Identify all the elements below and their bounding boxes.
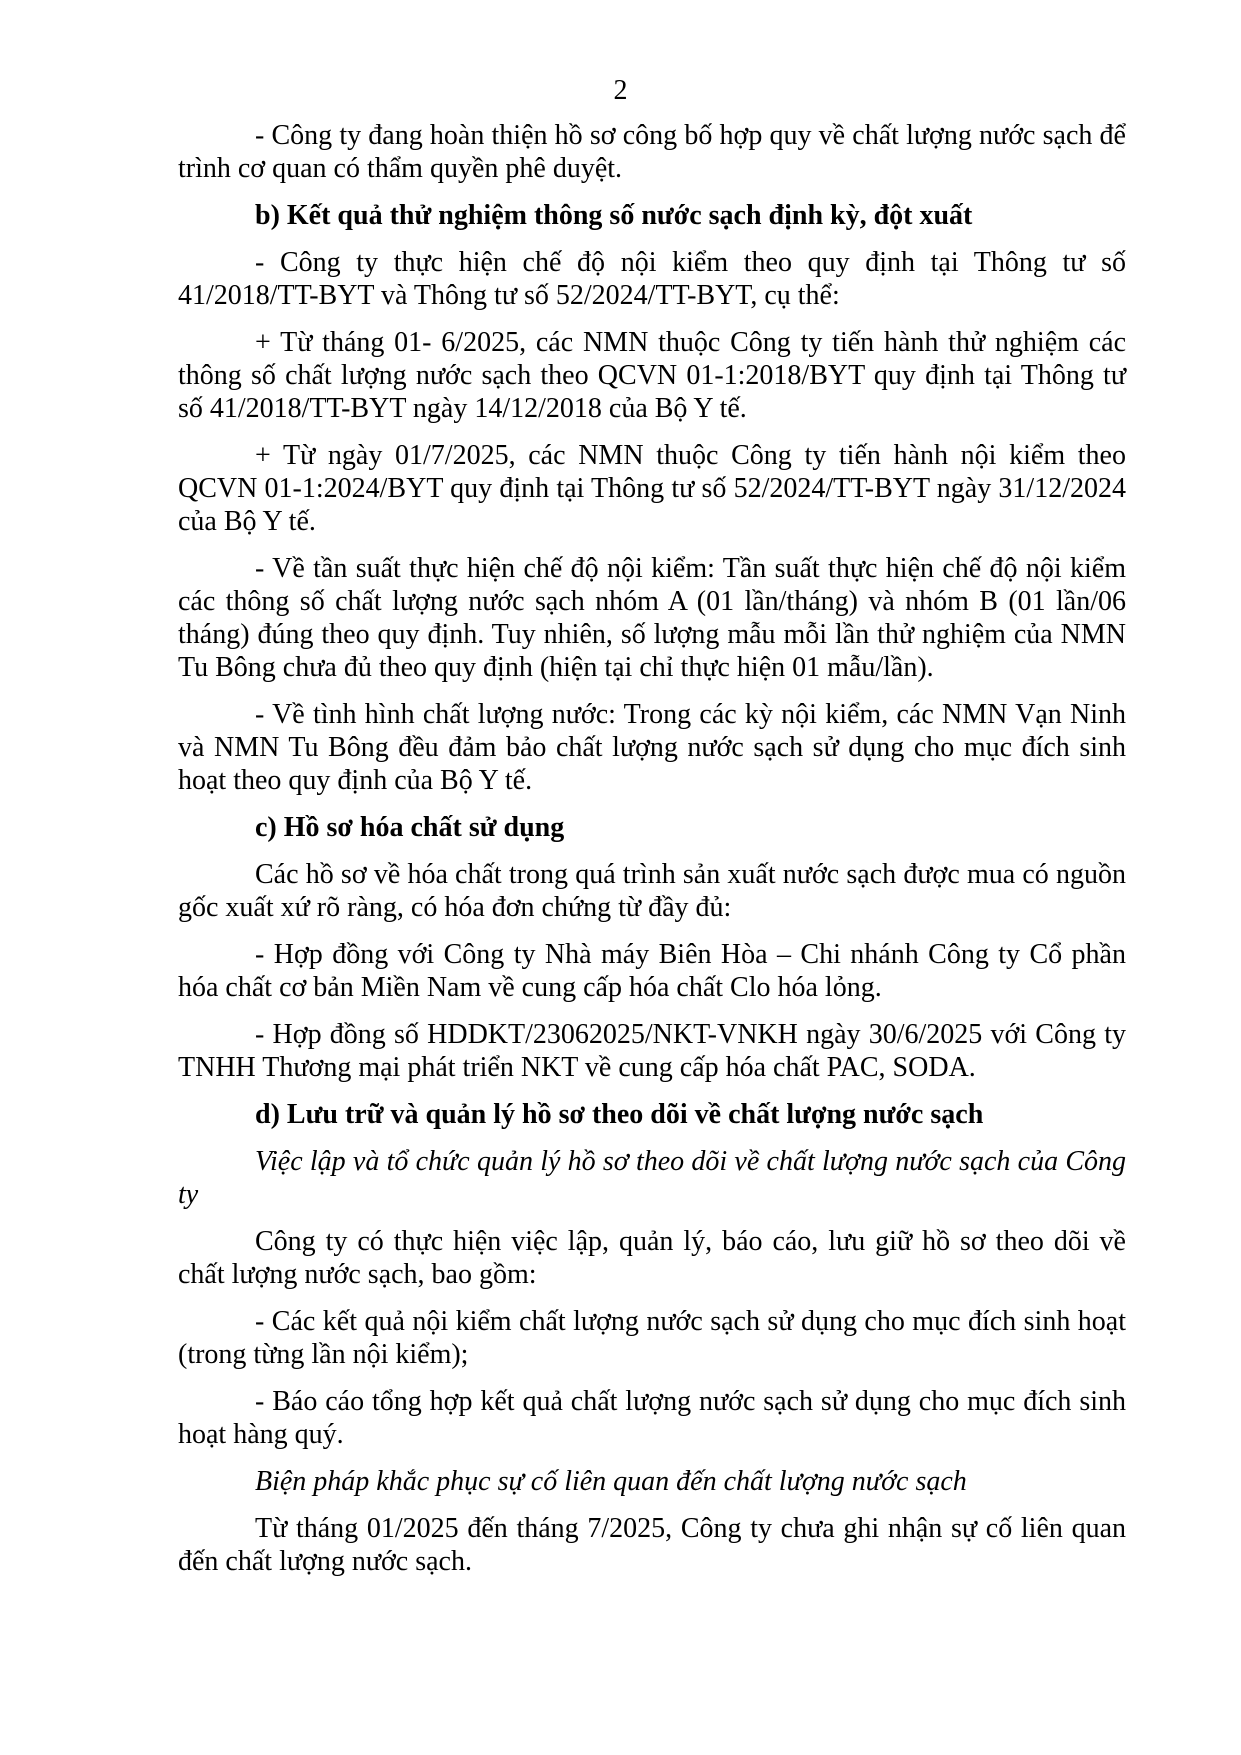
body-paragraph: - Công ty thực hiện chế độ nội kiểm theo quy định tại Thông tư số 41/2018/TT-BYT và Thông tư số 52/2024/TT-BYT, cụ thể: [178,247,1126,311]
body-paragraph: - Hợp đồng với Công ty Nhà máy Biên Hòa – Chi nhánh Công ty Cổ phần hóa chất cơ bản Miền Nam về cung cấp hóa chất Clo hóa lỏng. [178,939,1126,1003]
section-heading: b) Kết quả thử nghiệm thông số nước sạch định kỳ, đột xuất [255,200,973,231]
body-paragraph: - Về tình hình chất lượng nước: Trong các kỳ nội kiểm, các NMN Vạn Ninh và NMN Tu Bông đều đảm bảo chất lượng nước sạch sử dụng cho mục đích sinh hoạt theo quy định của Bộ Y tế. [178,699,1126,796]
section-heading: d) Lưu trữ và quản lý hồ sơ theo dõi về chất lượng nước sạch [255,1099,984,1130]
body-paragraph: - Báo cáo tổng hợp kết quả chất lượng nước sạch sử dụng cho mục đích sinh hoạt hàng quý. [178,1386,1126,1450]
body-paragraph: - Các kết quả nội kiểm chất lượng nước sạch sử dụng cho mục đích sinh hoạt (trong từng lần nội kiểm); [178,1306,1126,1370]
document-body [178,119,1126,1592]
body-paragraph: Công ty có thực hiện việc lập, quản lý, báo cáo, lưu giữ hồ sơ theo dõi về chất lượng nước sạch, bao gồm: [178,1226,1126,1290]
page-number: 2 [613,75,628,106]
subsection-heading: Việc lập và tổ chức quản lý hồ sơ theo dõi về chất lượng nước sạch của Công ty [178,1146,1126,1210]
subsection-heading: Biện pháp khắc phục sự cố liên quan đến chất lượng nước sạch [255,1466,967,1497]
body-paragraph: + Từ tháng 01- 6/2025, các NMN thuộc Công ty tiến hành thử nghiệm các thông số chất lượng nước sạch theo QCVN 01-1:2018/BYT quy định tại Thông tư số 41/2018/TT-BYT ngày 14/12/2018 của Bộ Y tế. [178,327,1126,424]
body-paragraph: + Từ ngày 01/7/2025, các NMN thuộc Công ty tiến hành nội kiểm theo QCVN 01-1:2024/BYT quy định tại Thông tư số 52/2024/TT-BYT ngày 31/12/2024 của Bộ Y tế. [178,440,1126,537]
body-paragraph: - Công ty đang hoàn thiện hồ sơ công bố hợp quy về chất lượng nước sạch để trình cơ quan có thẩm quyền phê duyệt. [178,120,1126,184]
body-paragraph: Các hồ sơ về hóa chất trong quá trình sản xuất nước sạch được mua có nguồn gốc xuất xứ rõ ràng, có hóa đơn chứng từ đầy đủ: [178,859,1126,923]
body-paragraph: - Về tần suất thực hiện chế độ nội kiểm: Tần suất thực hiện chế độ nội kiểm các thông số chất lượng nước sạch nhóm A (01 lần/tháng) và nhóm B (01 lần/06 tháng) đúng theo quy định. Tuy nhiên, số lượng mẫu mỗi lần thử nghiệm của NMN Tu Bông chưa đủ theo quy định (hiện tại chỉ thực hiện 01 mẫu/lần). [178,553,1126,683]
body-paragraph: - Hợp đồng số HDDKT/23062025/NKT-VNKH ngày 30/6/2025 với Công ty TNHH Thương mại phát triển NKT về cung cấp hóa chất PAC, SODA. [178,1019,1126,1083]
body-paragraph: Từ tháng 01/2025 đến tháng 7/2025, Công ty chưa ghi nhận sự cố liên quan đến chất lượng nước sạch. [178,1513,1126,1577]
section-heading: c) Hồ sơ hóa chất sử dụng [255,812,565,843]
